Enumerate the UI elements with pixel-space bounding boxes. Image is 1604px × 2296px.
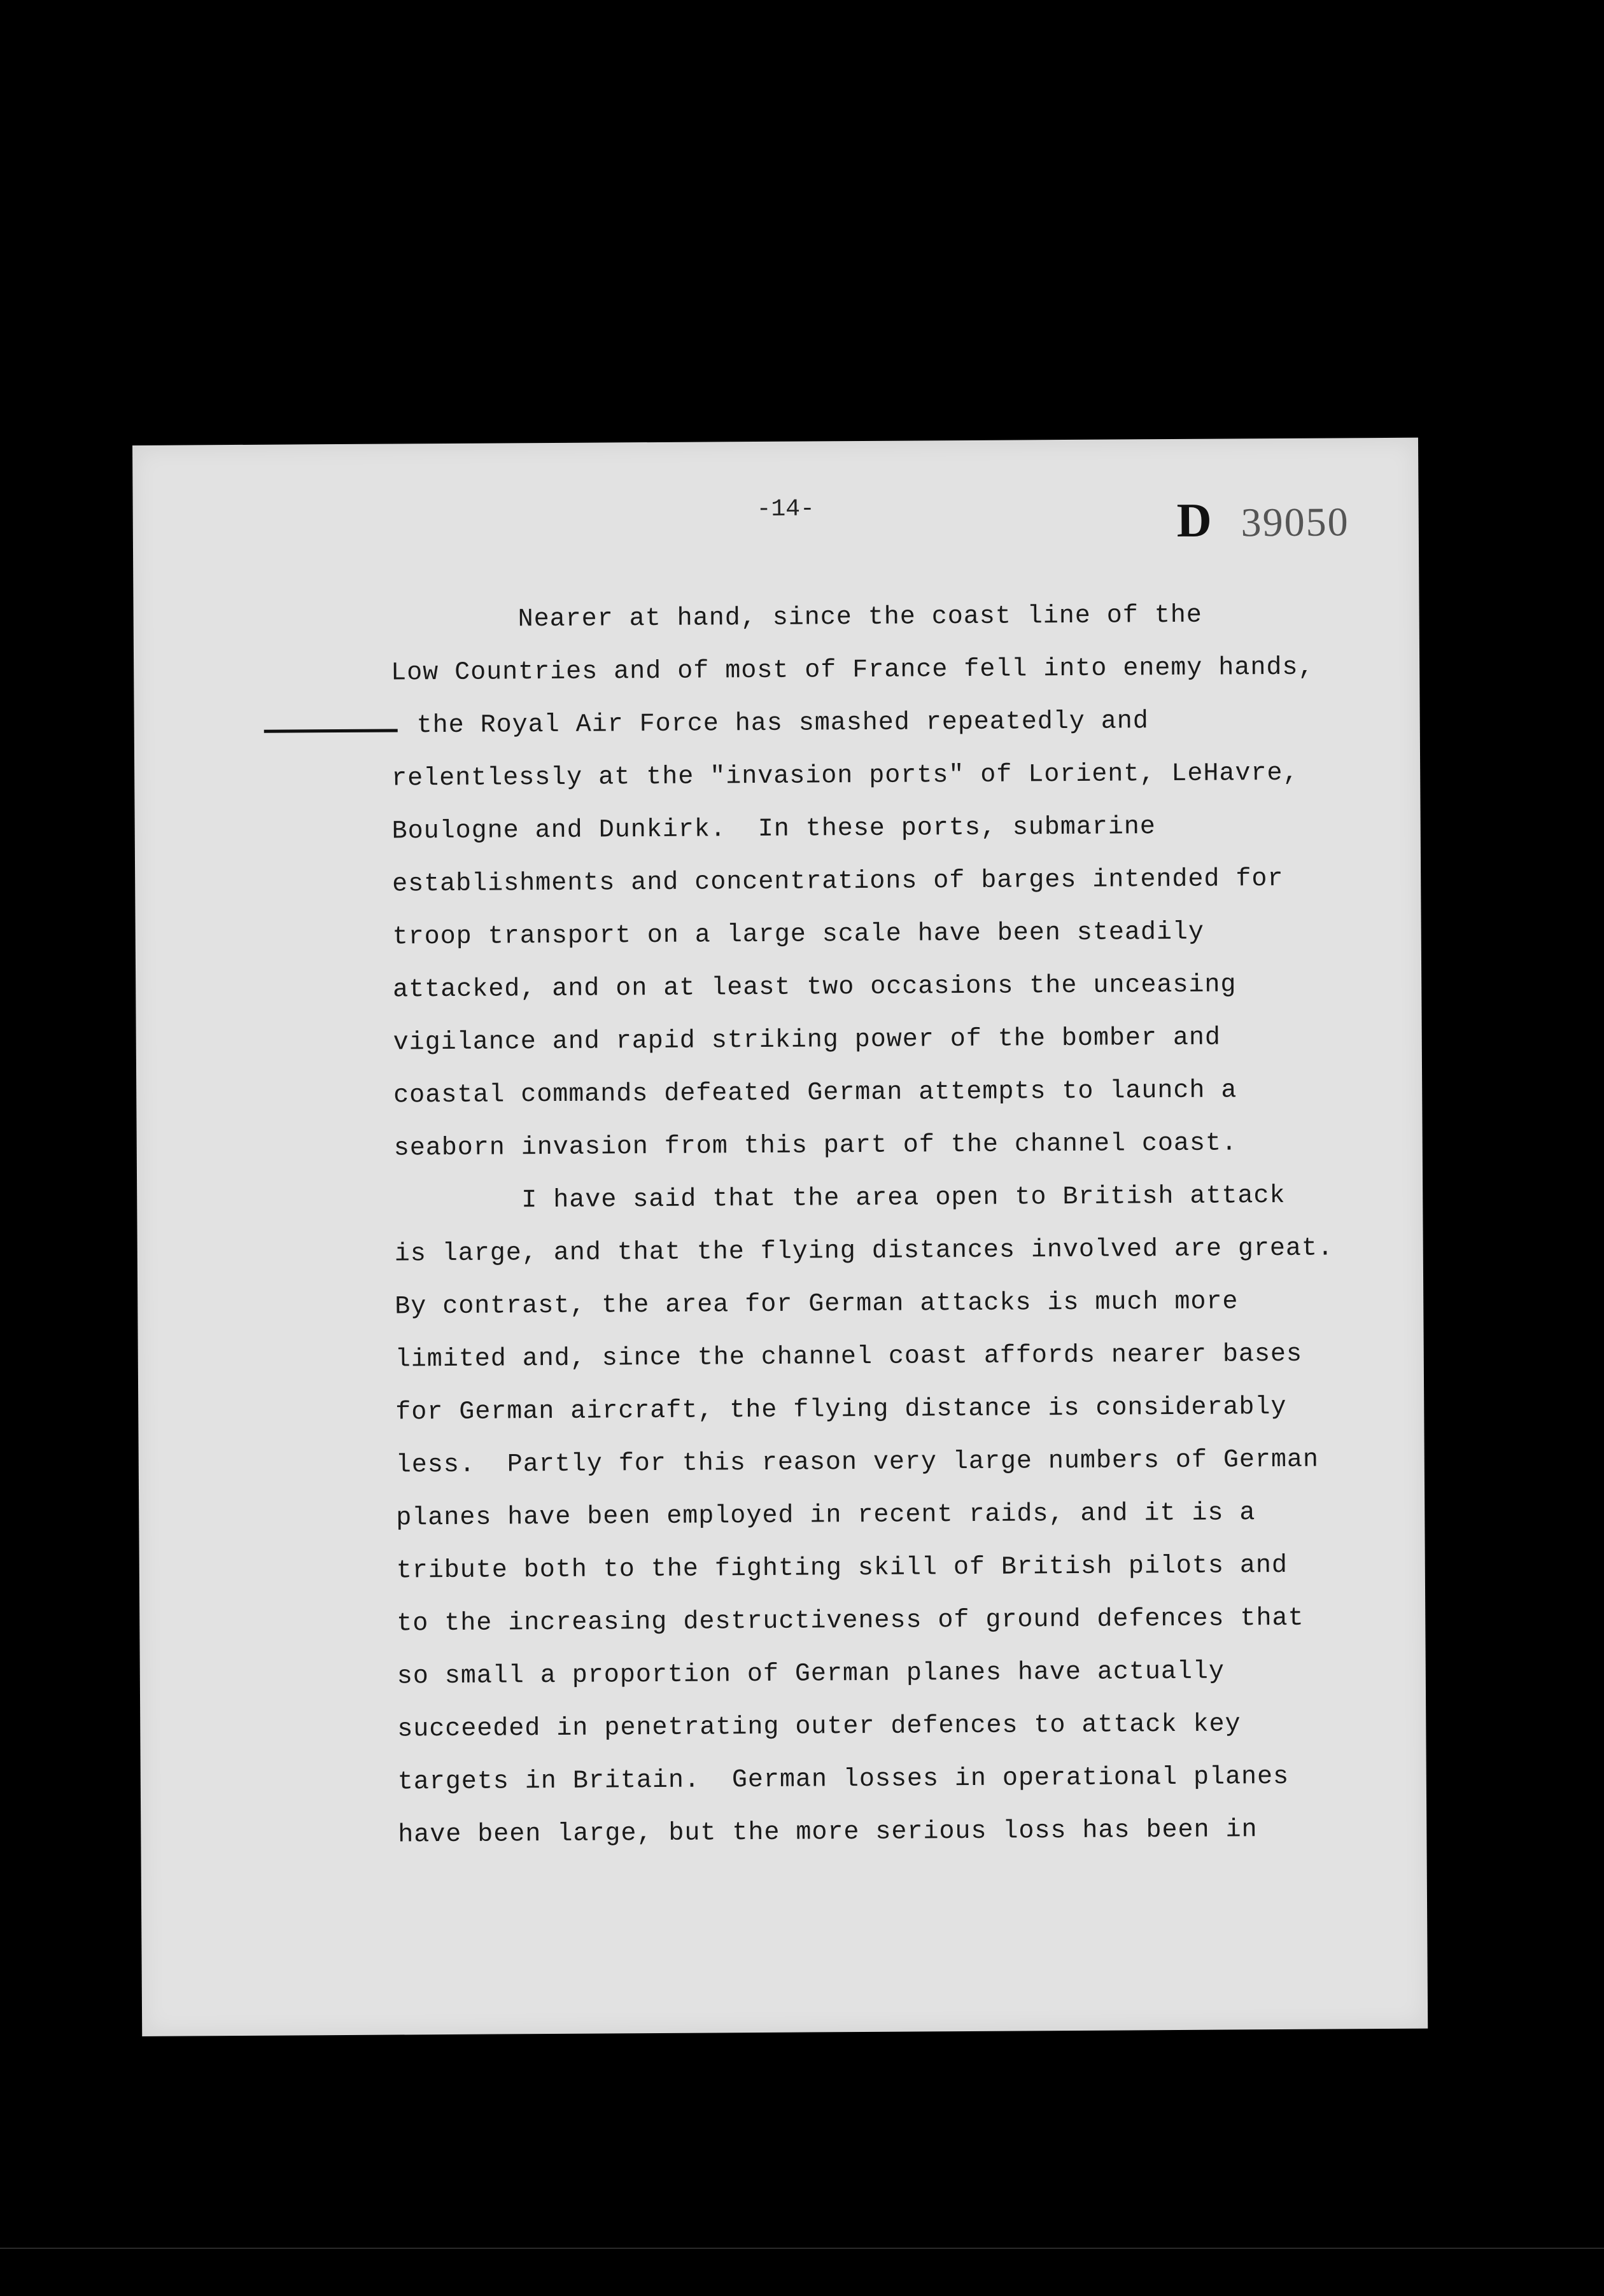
text-line: have been large, but the more serious loss has been in: [398, 1816, 1258, 1850]
page-number: -14-: [756, 495, 815, 524]
text-line: succeeded in penetrating outer defences to attack key: [397, 1710, 1241, 1744]
scan-edge-line: [0, 2248, 1604, 2249]
text-line: I have said that the area open to British attack: [394, 1181, 1286, 1216]
text-line: planes have been employed in recent raids, and it is a: [396, 1499, 1256, 1533]
text-line: Low Countries and of most of France fell into enemy hands,: [391, 653, 1314, 688]
text-line-content: the Royal Air Force has smashed repeatedly and: [416, 707, 1150, 741]
struck-blank-mark: [264, 729, 398, 732]
text-line: less. Partly for this reason very large numbers of German: [395, 1445, 1319, 1480]
text-line: vigilance and rapid striking power of the bomber and: [393, 1023, 1221, 1058]
text-line: troop transport on a large scale have been steadily: [392, 918, 1205, 952]
text-line: attacked, and on at least two occasions the unceasing: [393, 970, 1237, 1005]
text-line: so small a proportion of German planes have actually: [397, 1657, 1225, 1691]
text-line: Boulogne and Dunkirk. In these ports, submarine: [391, 813, 1157, 846]
document-page: [132, 438, 1428, 2036]
document-stamp: [1176, 492, 1349, 549]
document-letter: D: [1176, 493, 1212, 547]
text-line: is large, and that the flying distances involved are great.: [394, 1234, 1334, 1269]
text-line: for German aircraft, the flying distance is considerably: [395, 1392, 1287, 1427]
text-line: seaborn invasion from this part of the channel coast.: [393, 1129, 1238, 1163]
text-line: Nearer at hand, since the coast line of the: [390, 601, 1203, 635]
text-line: coastal commands defeated German attempts to launch a: [393, 1076, 1237, 1110]
text-line: relentlessly at the "invasion ports" of Lorient, LeHavre,: [391, 759, 1299, 794]
text-line: to the increasing destructiveness of ground defences that: [397, 1604, 1304, 1639]
text-line: [264, 706, 1359, 766]
document-number: 39050: [1241, 499, 1349, 545]
document-body: [391, 600, 1366, 1873]
text-line: By contrast, the area for German attacks is much more: [395, 1287, 1239, 1322]
text-line: tribute both to the fighting skill of British pilots and: [396, 1551, 1288, 1586]
text-line: limited and, since the channel coast affords nearer bases: [395, 1340, 1303, 1375]
text-line: targets in Britain. German losses in operational planes: [397, 1762, 1290, 1797]
text-line: establishments and concentrations of barges intended for: [392, 864, 1284, 899]
